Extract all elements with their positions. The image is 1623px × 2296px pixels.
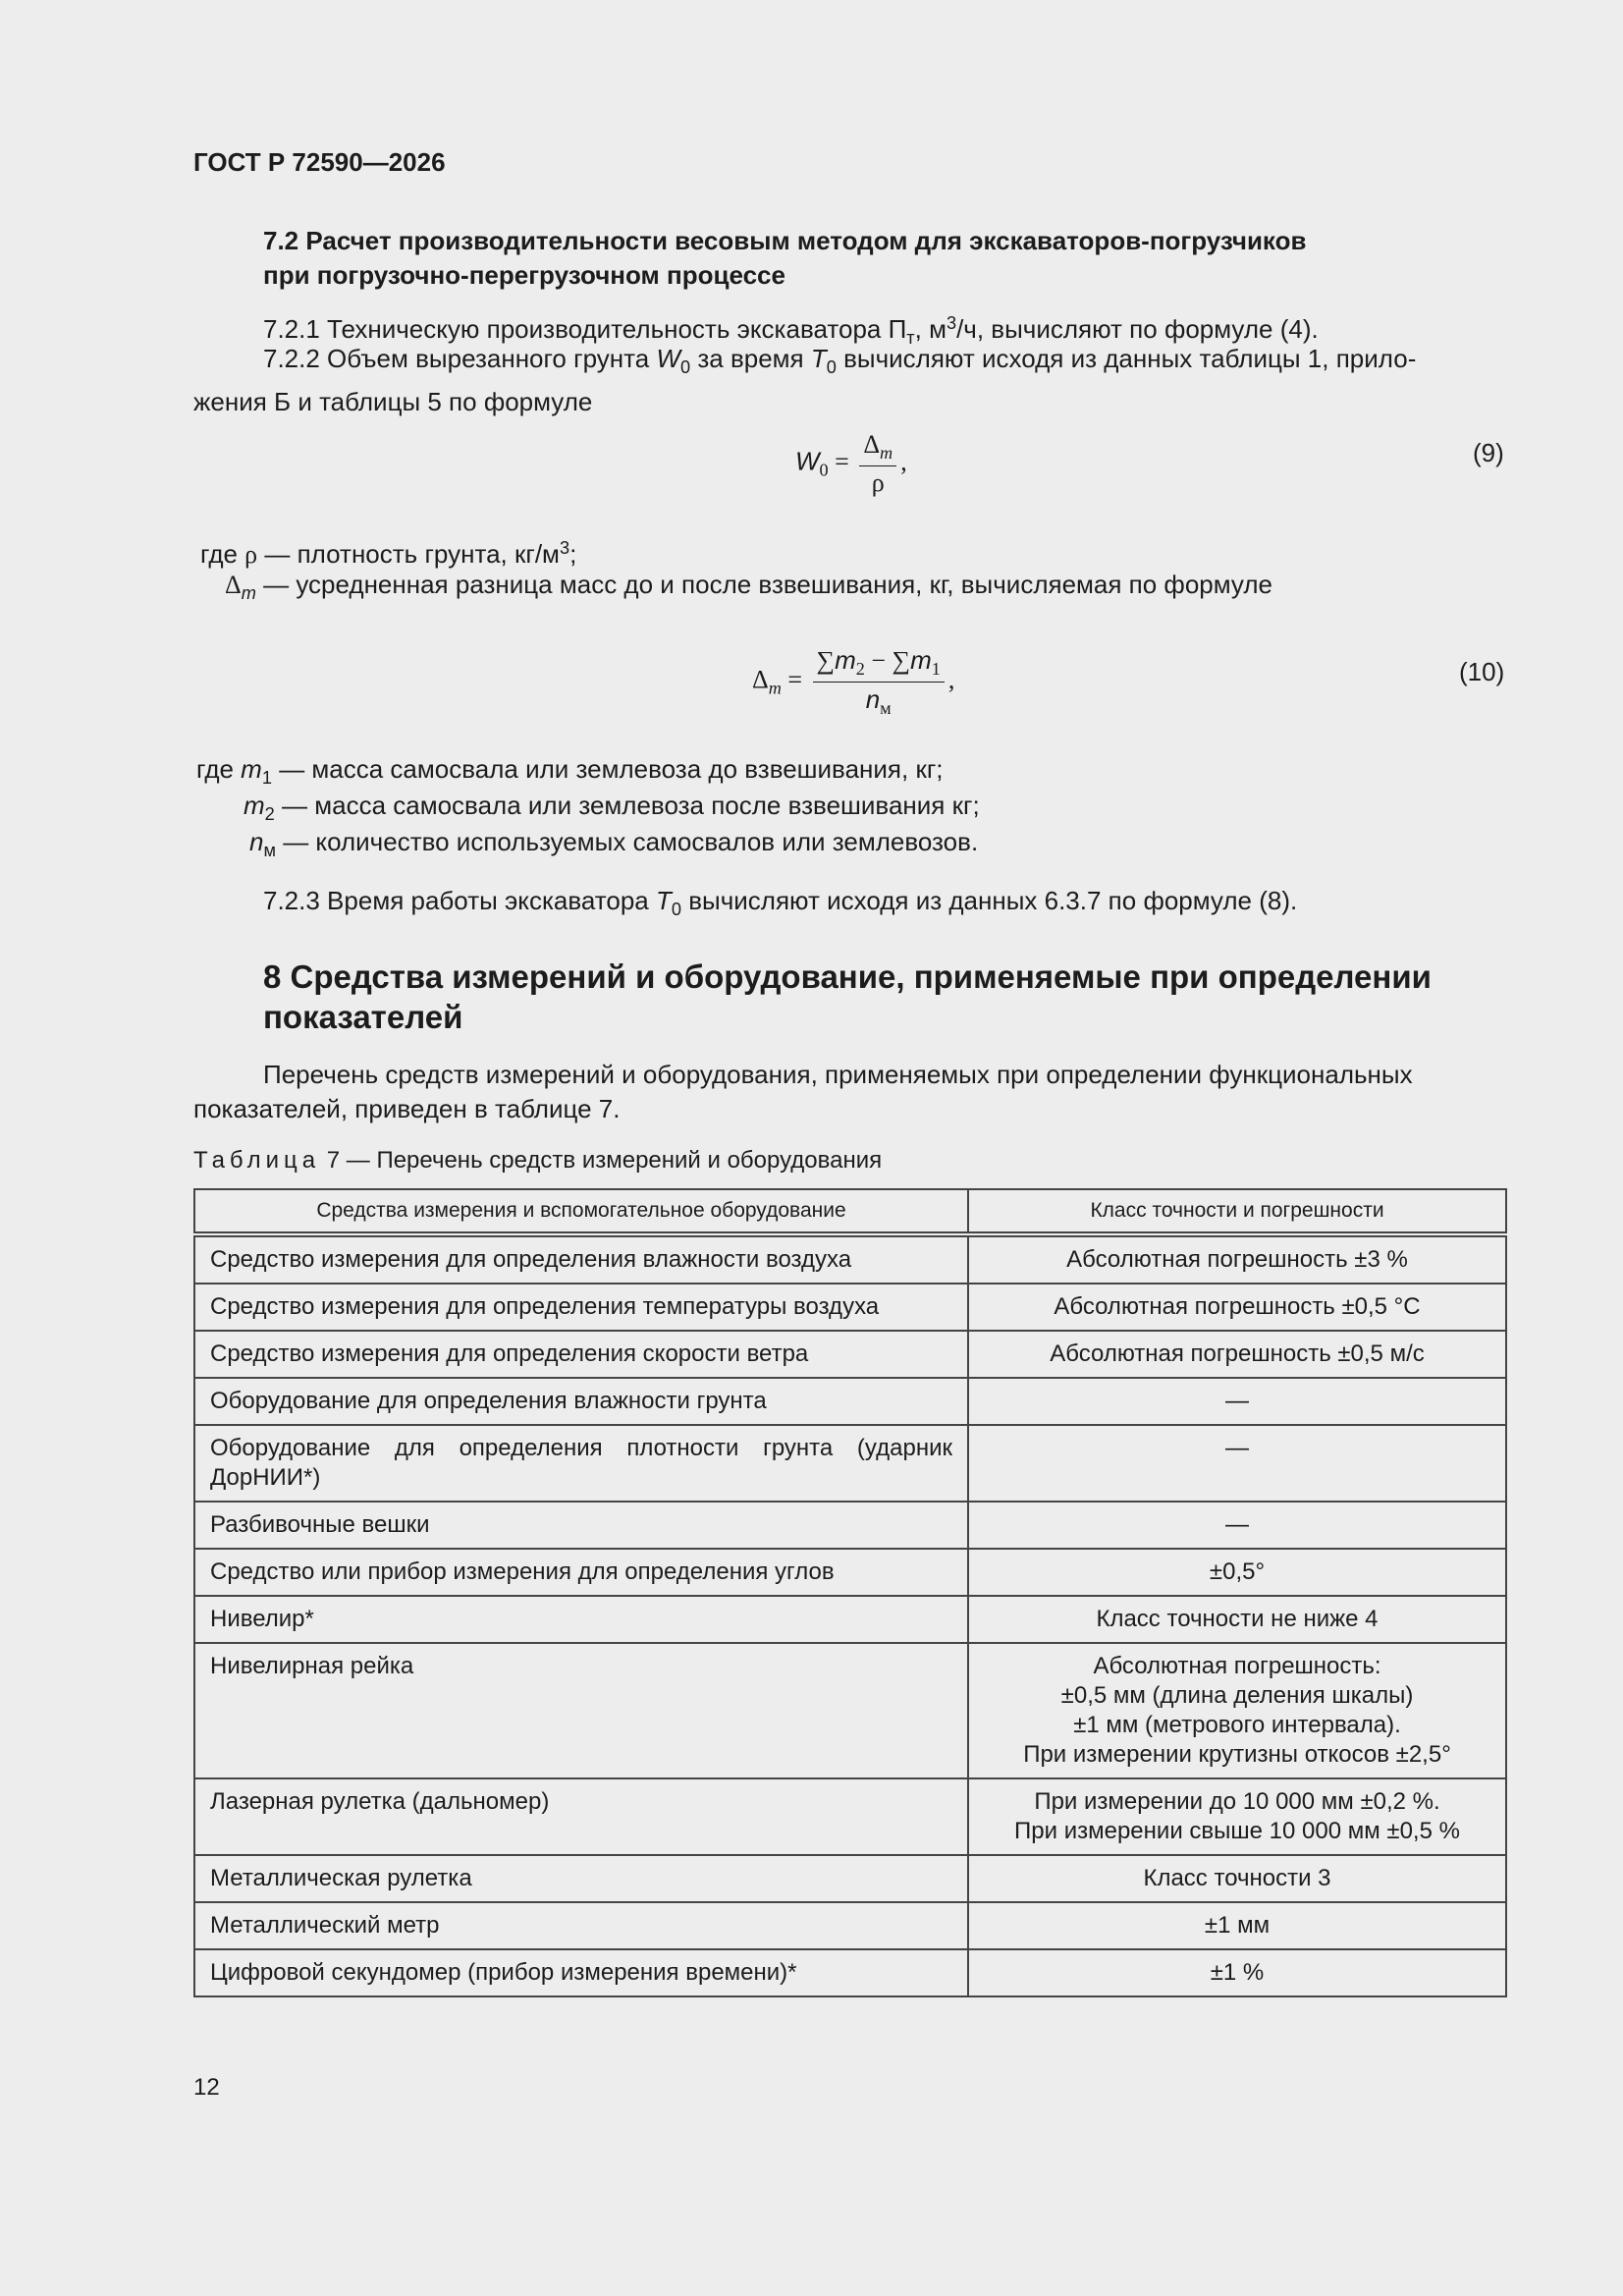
equipment-cell: Разбивочные вешки [194,1502,968,1549]
accuracy-cell [968,1378,1506,1425]
page-number: 12 [193,2074,220,2101]
accuracy-line: ±0,5° [1209,1558,1266,1585]
accuracy-cell [968,1425,1506,1502]
where-rho: где ρ — плотность грунта, $кг/м^3$; [200,538,577,569]
where-m2: $m_2$ — масса самосвала или землевоза после взвешивания кг; [243,791,980,824]
table-row [194,1549,1506,1596]
table-header-row [194,1189,1506,1234]
paragraph-7-2-3: 7.2.3 Время работы экскаватора $T_0$ вычисляют исходя из данных 6.3.7 по формуле (8). [263,886,1298,919]
formula-9-number: (9) [1473,438,1504,467]
accuracy-line: — [1225,1388,1249,1414]
accuracy-line: ±1 мм [1204,1912,1271,1939]
table-row [194,1902,1506,1949]
accuracy-cell [968,1234,1506,1284]
table-row [194,1949,1506,1996]
equipment-cell: Цифровой секундомер (прибор измерения времени)* [194,1949,968,1996]
equipment-cell: Оборудование для определения влажности грунта [194,1378,968,1425]
formula-10: $\Delta_m$ = $\frac{\sum m_2 - \sum m_1}{n_м}$ , [752,645,955,718]
equipment-cell: Оборудование для определения плотности грунта (ударник ДорНИИ*) [194,1425,968,1502]
table-row [194,1596,1506,1643]
accuracy-line: Класс точности 3 [1143,1865,1331,1891]
equipment-cell: Средство измерения для определения скорости ветра [194,1331,968,1378]
accuracy-line: — [1225,1511,1249,1538]
table-header-cell: Средства измерения и вспомогательное оборудование [194,1189,968,1234]
table-row [194,1778,1506,1855]
equipment-cell: Нивелир* [194,1596,968,1643]
accuracy-line: При измерении свыше 10 000 мм ±0,5 % [1014,1818,1460,1844]
equipment-cell: Металлическая рулетка [194,1855,968,1902]
accuracy-line: Класс точности не ниже 4 [1096,1606,1379,1632]
accuracy-cell [968,1596,1506,1643]
accuracy-line: ±1 мм (метрового интервала). [1073,1712,1401,1738]
equipment-cell: Лазерная рулетка (дальномер) [194,1778,968,1855]
section-8-title-line2: показателей [263,999,463,1035]
accuracy-cell [968,1902,1506,1949]
table-row [194,1378,1506,1425]
formula-9: $W_0$ = $\frac{\Delta_m}{\rho}$ , [795,430,907,497]
section-8-intro [193,1058,1507,1126]
paragraph-7-2-2-line2: жения Б и таблицы 5 по формуле [193,387,593,416]
accuracy-cell [968,1643,1506,1778]
equipment-cell: Средство измерения для определения температуры воздуха [194,1284,968,1331]
section-7-2-title [263,224,1510,293]
equipment-cell: Средство измерения для определения влажности воздуха [194,1234,968,1284]
paragraph-7-2-2-line1: 7.2.2 Объем вырезанного грунта $W_0$ за время $T_0$ вычисляют исходя из данных таблицы 1, прило- [263,344,1417,377]
accuracy-line: При измерении до 10 000 мм ±0,2 %. [1034,1788,1440,1815]
equipment-cell: Средство или прибор измерения для определения углов [194,1549,968,1596]
accuracy-cell [968,1778,1506,1855]
table-7 [193,1188,1507,1997]
table-row [194,1425,1506,1502]
accuracy-line: — [1225,1435,1249,1461]
table-row [194,1855,1506,1902]
accuracy-line: Абсолютная погрешность ±0,5 м/с [1050,1340,1425,1367]
section-8-title-line1: 8 Средства измерений и оборудование, применяемые при определении [263,958,1432,995]
accuracy-cell [968,1549,1506,1596]
accuracy-cell [968,1284,1506,1331]
section-8-intro-line1: Перечень средств измерений и оборудования, применяемых при определении функциональных [263,1060,1413,1089]
accuracy-line: ±0,5 мм (длина деления шкалы) [1060,1682,1414,1709]
accuracy-cell [968,1502,1506,1549]
document-code: ГОСТ Р 72590—2026 [193,147,446,177]
where-m1: где $m_1$ — масса самосвала или землевоза до взвешивания, кг; [196,754,944,788]
table-header-cell: Класс точности и погрешности [968,1189,1506,1234]
table-row [194,1284,1506,1331]
section-8-title [263,957,1520,1037]
accuracy-line: При измерении крутизны откосов ±2,5° [1023,1741,1451,1768]
accuracy-cell [968,1949,1506,1996]
equipment-cell: Металлический метр [194,1902,968,1949]
table-body [194,1234,1506,1996]
accuracy-line: ±1 % [1210,1959,1265,1986]
section-7-2-title-line1: 7.2 Расчет производительности весовым методом для экскаваторов-погрузчиков [263,226,1307,255]
accuracy-cell [968,1855,1506,1902]
formula-10-fraction: $\frac{\sum m_2 - \sum m_1}{n_м}$ [813,645,945,719]
table-row [194,1643,1506,1778]
formula-10-number: (10) [1459,657,1505,686]
equipment-cell: Нивелирная рейка [194,1643,968,1778]
accuracy-line: Абсолютная погрешность ±0,5 °С [1054,1293,1421,1320]
accuracy-cell [968,1331,1506,1378]
table-row [194,1234,1506,1284]
accuracy-line: Абсолютная погрешность ±3 % [1066,1246,1408,1273]
accuracy-line: Абсолютная погрешность: [1093,1653,1381,1679]
where-delta-m: $\Delta_m$ — усредненная разница масс до и после взвешивания, кг, вычисляемая по формуле [225,570,1272,603]
paragraph-7-2-1: 7.2.1 Техническую производительность экскаватора $П_т$, $м^3/ч$, вычисляют по формуле (4). [263,313,1319,348]
section-7-2-title-line2: при погрузочно-перегрузочном процессе [263,260,785,290]
table-row [194,1502,1506,1549]
table-row [194,1331,1506,1378]
formula-9-fraction: $\frac{\Delta_m}{\rho}$ [859,430,896,498]
table-7-caption: Таблица 7 — Перечень средств измерений и оборудования [193,1147,883,1174]
section-8-intro-line2: показателей, приведен в таблице 7. [193,1094,621,1123]
paragraph-7-2-2 [193,342,1507,419]
where-nm: $n_м$ — количество используемых самосвалов или землевозов. [249,827,979,860]
